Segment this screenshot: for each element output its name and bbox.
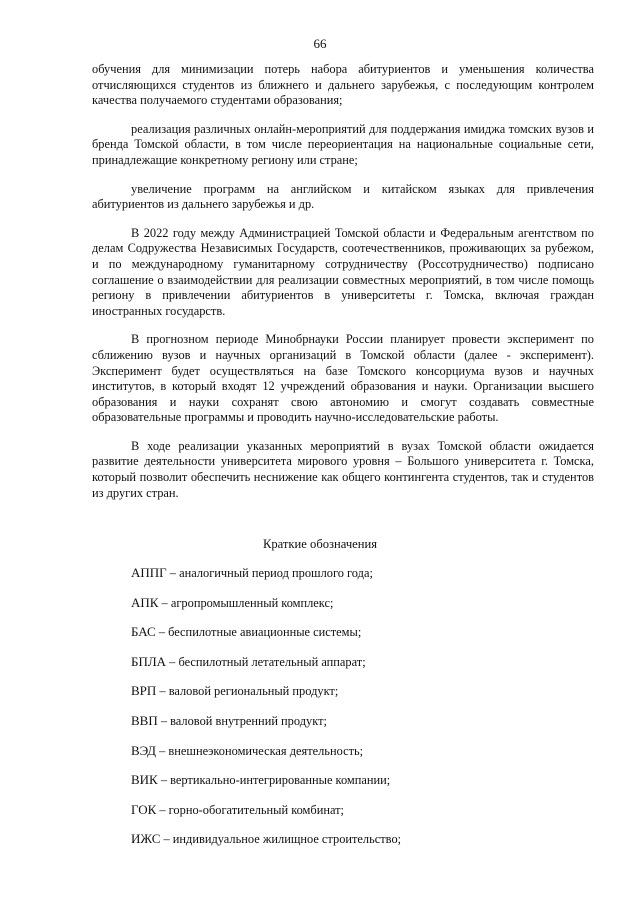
abbreviation-item [131, 595, 591, 625]
abbreviation-item [131, 743, 591, 773]
abbreviation-item [131, 713, 591, 743]
abbreviation-term: БПЛА [131, 653, 167, 669]
abbreviation-term: ИЖС [131, 831, 161, 847]
abbreviation-definition: – индивидуальное жилищное строительство; [160, 832, 402, 847]
paragraph-online-events: реализация различных онлайн-мероприятий для поддержания имиджа томских вузов и бренда Томской области, в том числе переориентация на национальные социальные сети, принадлежащие конкретному региону или стране; [92, 121, 594, 167]
abbreviation-term: АППГ [131, 565, 167, 580]
abbreviation-definition: – агропромышленный комплекс; [158, 595, 334, 610]
abbreviations-title: Краткие обозначения [262, 537, 378, 551]
abbreviation-term: ВРП [131, 683, 157, 699]
abbreviation-term: ВЭД [131, 742, 157, 758]
paragraph-expected-results: В ходе реализации указанных мероприятий в вузах Томской области ожидается развитие деятельности университета мирового уровня – Большого университета г. Томска, который позволит обеспечить неснижение как общего контингента студентов, так и студентов из других стран. [92, 438, 594, 500]
abbreviation-item [131, 654, 591, 684]
abbreviation-item [131, 683, 591, 713]
abbreviation-item [131, 772, 591, 802]
paragraph-language-programs: увеличение программ на английском и китайском языках для привлечения абитуриентов из дальнего зарубежья и др. [92, 181, 594, 212]
abbreviation-item [131, 831, 591, 861]
abbreviation-definition: – аналогичный период прошлого года; [166, 566, 373, 580]
abbreviation-item [131, 802, 591, 832]
page-number: 66 [313, 36, 327, 51]
abbreviation-definition: – валовой региональный продукт; [156, 684, 339, 699]
paragraph-agreement-2022: В 2022 году между Администрацией Томской области и Федеральным агентством по делам Содружества Независимых Государств, соотечественников, проживающих за рубежом, и по международному гуманитарному сотрудничеству (Россотрудничество) подписано соглашение о взаимодействии для реализации совместных мероприятий, в том числе помощь региону в привлечении абитуриентов в университеты г. Томска, включая граждан иностранных государств. [92, 225, 594, 318]
abbreviation-term: ГОК [131, 801, 157, 817]
abbreviation-definition: – горно-обогатительный комбинат; [156, 802, 344, 817]
abbreviation-definition: – валовой внутренний продукт; [157, 713, 327, 728]
body-text [92, 62, 594, 514]
abbreviation-term: АПК [131, 594, 159, 610]
paragraph-continuation: обучения для минимизации потерь набора абитуриентов и уменьшения количества отчисляющихся студентов из ближнего и дальнего зарубежья, с последующим контролем качества получаемого студентами образования; [92, 62, 594, 108]
abbreviation-item [131, 565, 591, 595]
abbreviation-item [131, 624, 591, 654]
abbreviation-term: ВИК [131, 772, 158, 788]
abbreviations-list [131, 565, 591, 861]
abbreviation-term: БАС [131, 624, 156, 640]
abbreviation-definition: – внешнеэкономическая деятельность; [156, 743, 364, 758]
abbreviation-definition: – беспилотный летательный аппарат; [166, 654, 366, 669]
abbreviation-term: ВВП [131, 712, 158, 728]
abbreviation-definition: – беспилотные авиационные системы; [155, 625, 362, 640]
paragraph-experiment: В прогнозном периоде Минобрнауки России планирует провести эксперимент по сближению вузов и научных организаций в Томской области (далее - эксперимент). Эксперимент будет осуществляться на базе Томского консорциума вузов и научных институтов, в который входят 12 учреждений образования и науки. Организации высшего образования и науки сохранят свою автономию и смогут создавать совместные образовательные программы и проводить научно-исследовательские работы. [92, 332, 594, 425]
abbreviation-definition: – вертикально-интегрированные компании; [157, 773, 391, 788]
